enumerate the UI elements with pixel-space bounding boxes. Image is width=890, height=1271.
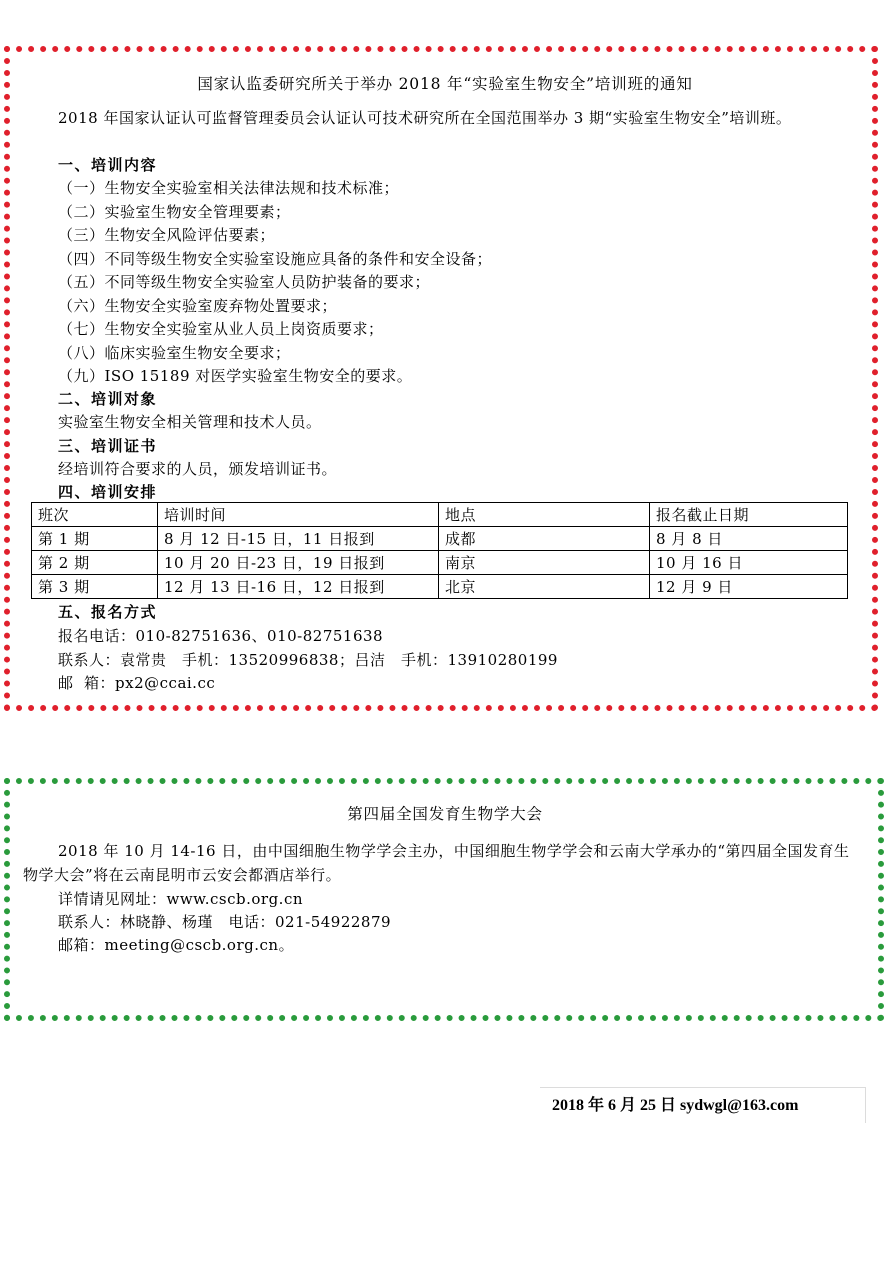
table-header-row bbox=[32, 503, 848, 527]
schedule-table bbox=[31, 502, 848, 599]
table-cell: 12 月 13 日-16 日，12 日报到 bbox=[158, 575, 439, 599]
phone-text: 报名电话：010-82751636、010-82751638 bbox=[58, 627, 384, 645]
table-cell: 12 月 9 日 bbox=[650, 575, 848, 599]
table-cell: 10 月 16 日 bbox=[650, 551, 848, 575]
conference-intro: 2018 年 10 月 14-16 日，由中国细胞生物学学会主办，中国细胞生物学学会和云南大学承办的“第四届全国发育生物学大会”将在云南昆明市云安会都酒店举行。 bbox=[23, 842, 850, 884]
table-header-cell: 报名截止日期 bbox=[650, 503, 848, 527]
list-item: （四）不同等级生物安全实验室设施应具备的条件和安全设备； bbox=[58, 249, 493, 268]
section-heading: 五、报名方式 bbox=[58, 603, 158, 621]
list-item: （八）临床实验室生物安全要求； bbox=[58, 343, 291, 362]
table-header-cell: 培训时间 bbox=[158, 503, 439, 527]
table-cell: 8 月 12 日-15 日，11 日报到 bbox=[158, 527, 439, 551]
list-item: （三）生物安全风险评估要素； bbox=[58, 226, 276, 244]
table-cell: 10 月 20 日-23 日，19 日报到 bbox=[158, 551, 439, 575]
table-row bbox=[32, 575, 848, 599]
table-cell: 北京 bbox=[439, 575, 650, 599]
section-text: 经培训符合要求的人员，颁发培训证书。 bbox=[58, 460, 338, 478]
table-cell: 南京 bbox=[439, 551, 650, 575]
table-cell: 第 2 期 bbox=[32, 551, 158, 575]
notice-title: 国家认监委研究所关于举办 2018 年“实验室生物安全”培训班的通知 bbox=[197, 75, 693, 93]
table-row bbox=[32, 527, 848, 551]
email-text: 邮 箱：px2@ccai.cc bbox=[58, 674, 216, 692]
table-header-cell: 地点 bbox=[439, 503, 650, 527]
list-item: （六）生物安全实验室废弃物处置要求； bbox=[58, 296, 338, 315]
notice-intro: 2018 年国家认证认可监督管理委员会认证认可技术研究所在全国范围举办 3 期“实验室生物安全”培训班。 bbox=[58, 109, 792, 127]
section-heading: 三、培训证书 bbox=[58, 437, 158, 455]
table-row bbox=[32, 551, 848, 575]
table-cell: 第 3 期 bbox=[32, 575, 158, 599]
list-item: （五）不同等级生物安全实验室人员防护装备的要求； bbox=[58, 273, 431, 291]
table-header-cell: 班次 bbox=[32, 503, 158, 527]
list-item: （七）生物安全实验室从业人员上岗资质要求； bbox=[58, 320, 384, 338]
table-cell: 8 月 8 日 bbox=[650, 527, 848, 551]
list-item: （九）ISO 15189 对医学实验室生物安全的要求。 bbox=[58, 367, 413, 385]
website-text: 详情请见网址：www.cscb.org.cn bbox=[58, 890, 304, 908]
table-cell: 成都 bbox=[439, 527, 650, 551]
list-item: （二）实验室生物安全管理要素； bbox=[58, 202, 291, 221]
footer-date-email: 2018 年 6 月 25 日 sydwgl@163.com bbox=[540, 1087, 866, 1123]
section-text: 实验室生物安全相关管理和技术人员。 bbox=[58, 413, 322, 431]
contact-text: 联系人：林晓静、杨瑾 电话：021-54922879 bbox=[58, 913, 392, 931]
section-heading: 一、培训内容 bbox=[58, 156, 158, 174]
section-heading: 四、培训安排 bbox=[58, 483, 158, 501]
section-heading: 二、培训对象 bbox=[58, 390, 158, 408]
table-cell: 第 1 期 bbox=[32, 527, 158, 551]
conference-title: 第四届全国发育生物学大会 bbox=[347, 805, 543, 823]
contact-text: 联系人：袁常贵 手机：13520996838；吕洁 手机：13910280199 bbox=[58, 651, 558, 669]
email-text: 邮箱：meeting@cscb.org.cn。 bbox=[58, 936, 295, 954]
list-item: （一）生物安全实验室相关法律法规和技术标准； bbox=[58, 179, 400, 197]
